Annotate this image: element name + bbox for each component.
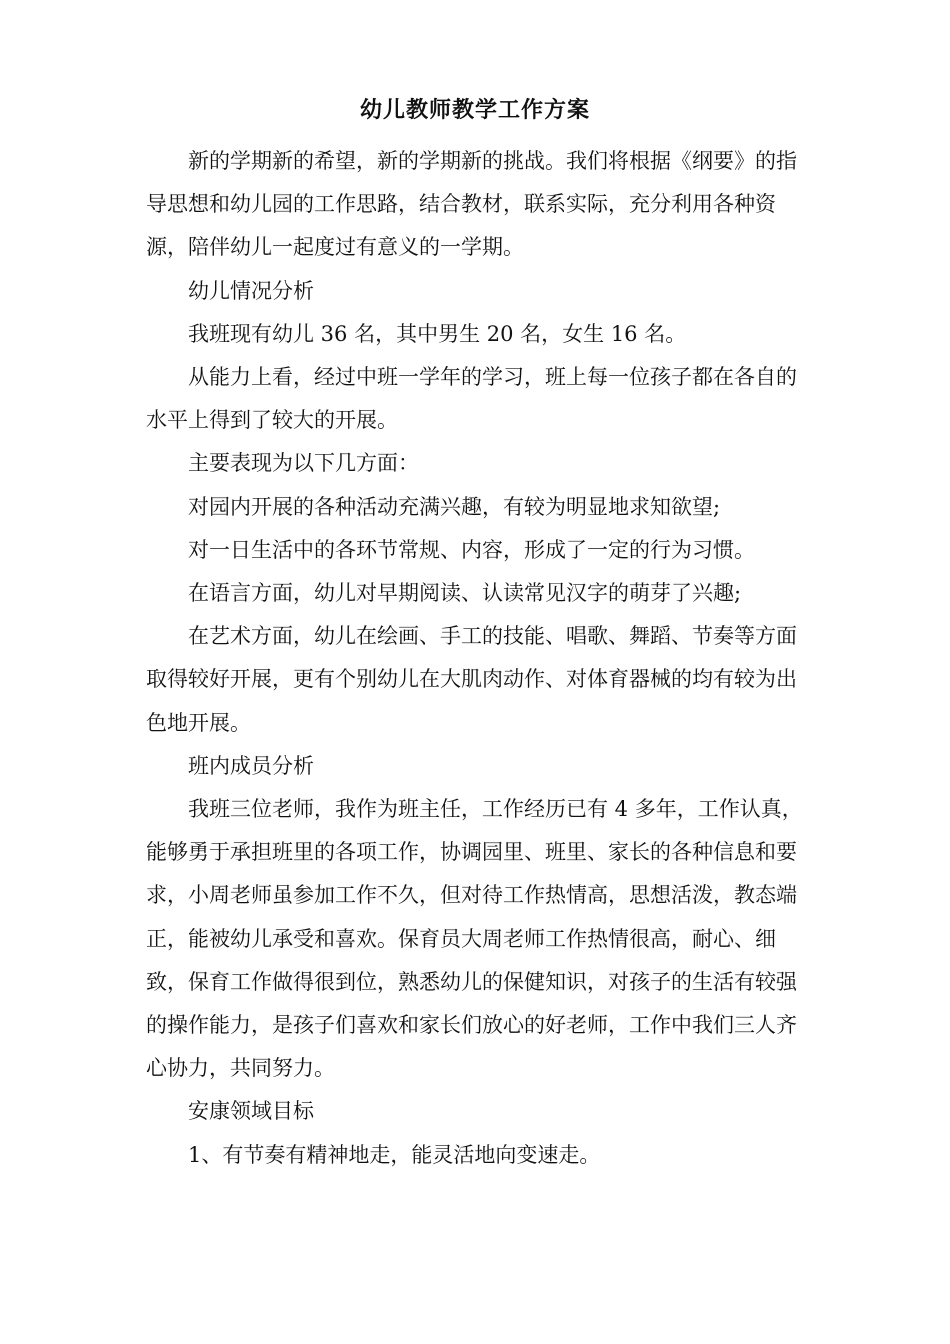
document-title: 幼儿教师教学工作方案 [359, 97, 590, 123]
paragraph-arts: 在艺术方面，幼儿在绘画、手工的技能、唱歌、舞蹈、节奏等方面取得较好开展，更有个别幼儿在大肌肉动作、对体育器械的均有较为出色地开展。 [146, 624, 797, 735]
heading-child-analysis: 幼儿情况分析 [188, 278, 314, 303]
heading-health-goals: 安康领域目标 [188, 1099, 314, 1124]
paragraph-class-size: 我班现有幼儿 36 名，其中男生 20 名，女生 16 名。 [188, 321, 687, 346]
document-body [146, 140, 806, 1177]
paragraph-staff: 我班三位老师，我作为班主任，工作经历已有 4 多年，工作认真，能够勇于承担班里的各项工作，协调园里、班里、家长的各种信息和要求，小周老师虽参加工作不久，但对待工作热情高，思想活泼，教态端正，能被幼儿承受和喜欢。保育员大周老师工作热情很高，耐心、细致，保育工作做得很到位，熟悉幼儿的保健知识，对孩子的生活有较强的操作能力，是孩子们喜欢和家长们放心的好老师，工作中我们三人齐心协力，共同努力。 [146, 797, 803, 1081]
paragraph-main-aspects: 主要表现为以下几方面： [188, 451, 419, 476]
paragraph-routine: 对一日生活中的各环节常规、内容，形成了一定的行为习惯。 [188, 537, 755, 562]
paragraph-language: 在语言方面，幼儿对早期阅读、认读常见汉字的萌芽了兴趣; [188, 581, 742, 606]
paragraph-intro: 新的学期新的希望，新的学期新的挑战。我们将根据《纲要》的指导思想和幼儿园的工作思路，结合教材，联系实际，充分利用各种资源，陪伴幼儿一起度过有意义的一学期。 [146, 149, 797, 260]
paragraph-ability: 从能力上看，经过中班一学年的学习，班上每一位孩子都在各自的水平上得到了较大的开展。 [146, 365, 797, 433]
paragraph-goal-1: 1、有节奏有精神地走，能灵活地向变速走。 [188, 1142, 601, 1167]
paragraph-interest: 对园内开展的各种活动充满兴趣，有较为明显地求知欲望; [188, 494, 721, 519]
heading-staff-analysis: 班内成员分析 [188, 753, 314, 778]
